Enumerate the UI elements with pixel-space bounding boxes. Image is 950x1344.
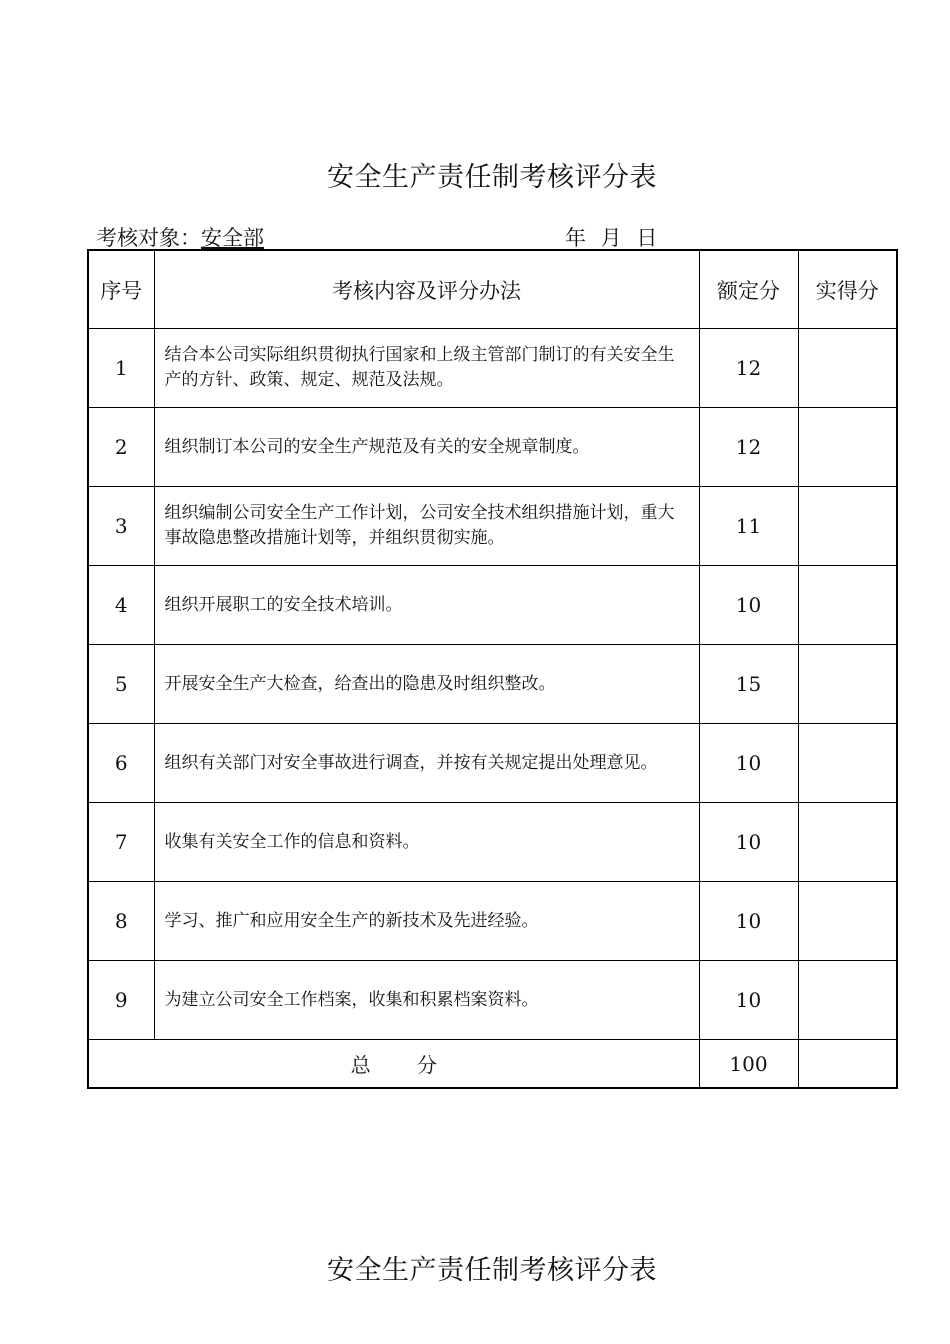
row-got[interactable] <box>798 961 897 1040</box>
table-row <box>88 329 897 408</box>
target-label: 考核对象： <box>96 226 201 250</box>
row-content: 组织编制公司安全生产工作计划，公司安全技术组织措施计划，重大事故隐患整改措施计划等，并组织贯彻实施。 <box>154 487 699 566</box>
row-rated: 15 <box>699 645 798 724</box>
header-no: 序号 <box>88 250 154 329</box>
row-content: 结合本公司实际组织贯彻执行国家和上级主管部门制订的有关安全生产的方针、政策、规定、规范及法规。 <box>154 329 699 408</box>
row-got[interactable] <box>798 882 897 961</box>
row-got[interactable] <box>798 724 897 803</box>
table-row <box>88 645 897 724</box>
row-no: 4 <box>88 566 154 645</box>
row-rated: 12 <box>699 408 798 487</box>
row-content: 组织制订本公司的安全生产规范及有关的安全规章制度。 <box>154 408 699 487</box>
row-no: 5 <box>88 645 154 724</box>
row-rated: 10 <box>699 724 798 803</box>
total-rated: 100 <box>699 1040 798 1089</box>
page-title: 安全生产责任制考核评分表 <box>327 162 657 193</box>
row-got[interactable] <box>798 329 897 408</box>
total-row <box>88 1040 897 1089</box>
row-no: 8 <box>88 882 154 961</box>
assessment-target <box>96 222 286 252</box>
table-row <box>88 882 897 961</box>
table-row <box>88 487 897 566</box>
table-row <box>88 803 897 882</box>
row-content: 组织有关部门对安全事故进行调查，并按有关规定提出处理意见。 <box>154 724 699 803</box>
table-row <box>88 408 897 487</box>
table-row <box>88 724 897 803</box>
date-field: 年 月 日 <box>565 226 658 250</box>
row-got[interactable] <box>798 803 897 882</box>
score-table <box>87 249 898 1089</box>
row-no: 7 <box>88 803 154 882</box>
row-rated: 10 <box>699 803 798 882</box>
total-got[interactable] <box>798 1040 897 1089</box>
row-no: 2 <box>88 408 154 487</box>
table-header-row <box>88 250 897 329</box>
row-got[interactable] <box>798 487 897 566</box>
row-content: 组织开展职工的安全技术培训。 <box>154 566 699 645</box>
header-got: 实得分 <box>798 250 897 329</box>
row-rated: 10 <box>699 961 798 1040</box>
row-rated: 11 <box>699 487 798 566</box>
target-value: 安全部 <box>201 226 264 250</box>
row-rated: 12 <box>699 329 798 408</box>
header-content: 考核内容及评分办法 <box>154 250 699 329</box>
row-got[interactable] <box>798 408 897 487</box>
row-content: 学习、推广和应用安全生产的新技术及先进经验。 <box>154 882 699 961</box>
row-content: 开展安全生产大检查，给查出的隐患及时组织整改。 <box>154 645 699 724</box>
total-label: 总 分 <box>88 1040 699 1089</box>
row-rated: 10 <box>699 882 798 961</box>
row-got[interactable] <box>798 566 897 645</box>
next-page-title: 安全生产责任制考核评分表 <box>327 1255 657 1286</box>
table-row <box>88 961 897 1040</box>
row-content: 收集有关安全工作的信息和资料。 <box>154 803 699 882</box>
row-no: 3 <box>88 487 154 566</box>
row-no: 9 <box>88 961 154 1040</box>
row-got[interactable] <box>798 645 897 724</box>
header-rated: 额定分 <box>699 250 798 329</box>
row-rated: 10 <box>699 566 798 645</box>
row-content: 为建立公司安全工作档案，收集和积累档案资料。 <box>154 961 699 1040</box>
row-no: 6 <box>88 724 154 803</box>
row-no: 1 <box>88 329 154 408</box>
table-row <box>88 566 897 645</box>
